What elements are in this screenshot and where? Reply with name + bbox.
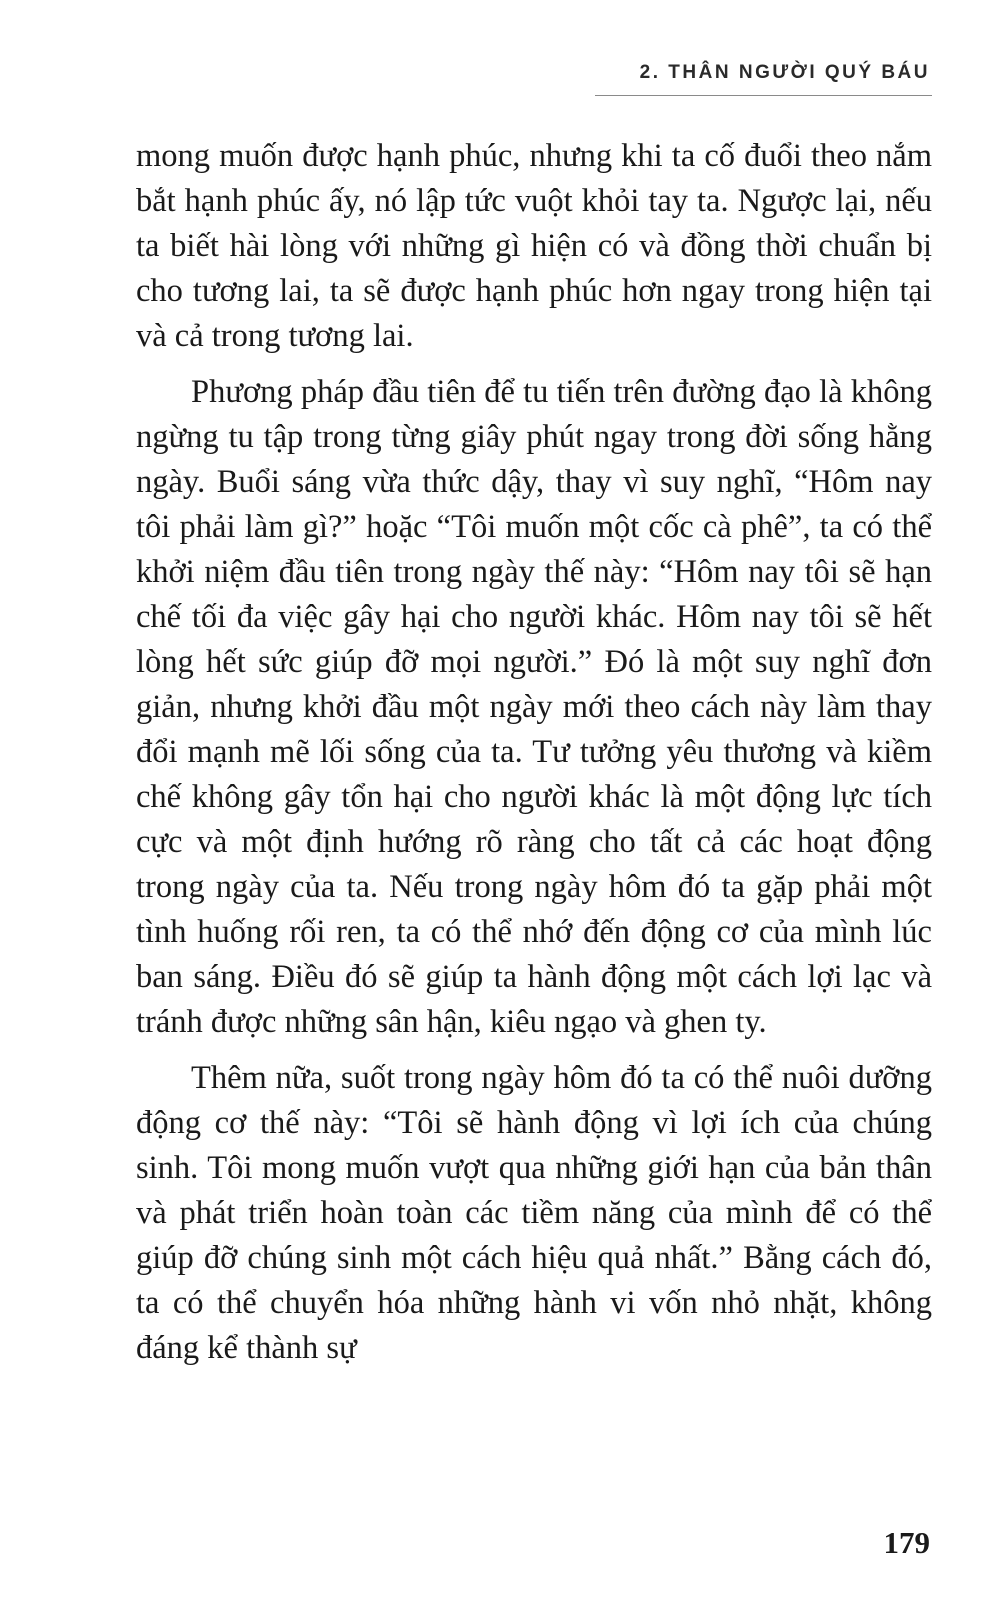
- header-rule: [595, 95, 932, 96]
- body-text: [136, 134, 932, 1382]
- paragraph-method: Phương pháp đầu tiên để tu tiến trên đường đạo là không ngừng tu tập trong từng giây phút ngay trong đời sống hằng ngày. Buổi sáng vừa thức dậy, thay vì suy nghĩ, “Hôm nay tôi phải làm gì?” hoặc “Tôi muốn một cốc cà phê”, ta có thể khởi niệm đầu tiên trong ngày thế này: “Hôm nay tôi sẽ hạn chế tối đa việc gây hại cho người khác. Hôm nay tôi sẽ hết lòng hết sức giúp đỡ mọi người.” Đó là một suy nghĩ đơn giản, nhưng khởi đầu một ngày mới theo cách này làm thay đổi mạnh mẽ lối sống của ta. Tư tưởng yêu thương và kiềm chế không gây tổn hại cho người khác là một động lực tích cực và một định hướng rõ ràng cho tất cả các hoạt động trong ngày của ta. Nếu trong ngày hôm đó ta gặp phải một tình huống rối ren, ta có thể nhớ đến động cơ của mình lúc ban sáng. Điều đó sẽ giúp ta hành động một cách lợi lạc và tránh được những sân hận, kiêu ngạo và ghen ty.: [136, 374, 932, 1040]
- paragraph-motivation: Thêm nữa, suốt trong ngày hôm đó ta có thể nuôi dưỡng động cơ thế này: “Tôi sẽ hành động vì lợi ích của chúng sinh. Tôi mong muốn vượt qua những giới hạn của bản thân và phát triển hoàn toàn các tiềm năng của mình để có thể giúp đỡ chúng sinh một cách hiệu quả nhất.” Bằng cách đó, ta có thể chuyển hóa những hành vi vốn nhỏ nhặt, không đáng kể thành sự: [136, 1060, 932, 1366]
- paragraph-continuation: mong muốn được hạnh phúc, nhưng khi ta cố đuổi theo nắm bắt hạnh phúc ấy, nó lập tức vuột khỏi tay ta. Ngược lại, nếu ta biết hài lòng với những gì hiện có và đồng thời chuẩn bị cho tương lai, ta sẽ được hạnh phúc hơn ngay trong hiện tại và cả trong tương lai.: [136, 138, 932, 354]
- running-header: 2. THÂN NGƯỜI QUÝ BÁU: [639, 62, 930, 83]
- page-number: 179: [883, 1525, 930, 1560]
